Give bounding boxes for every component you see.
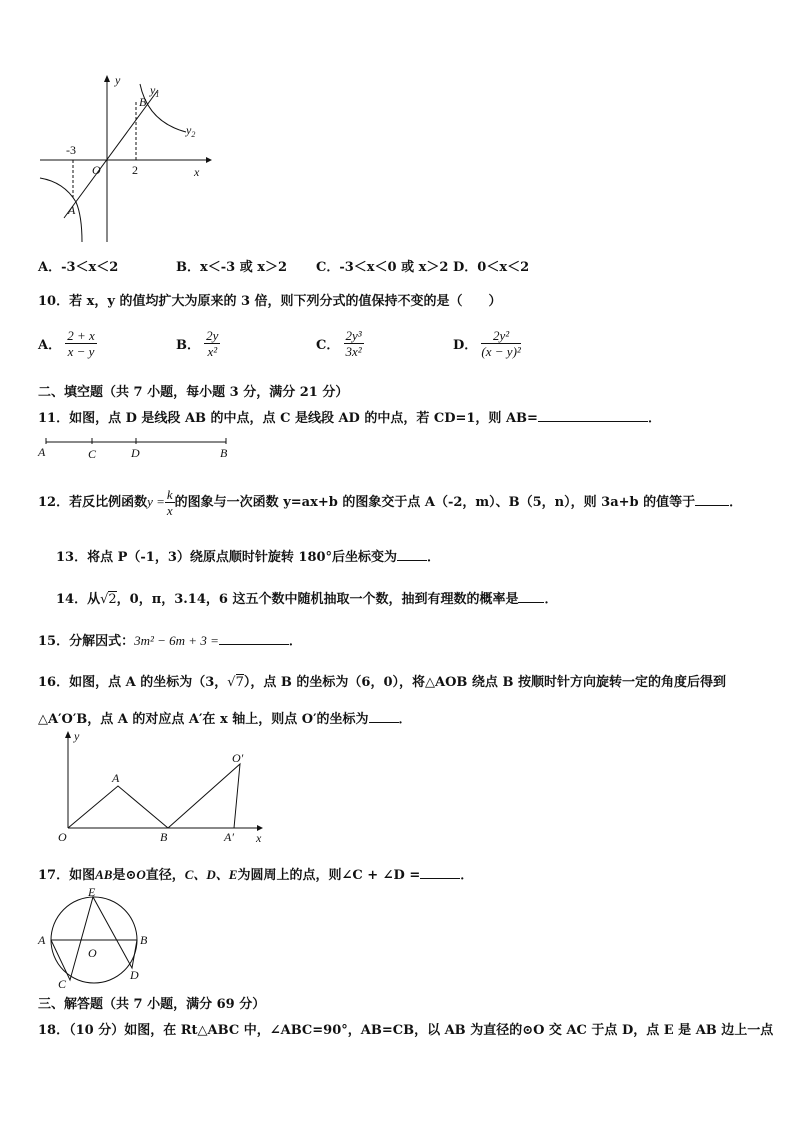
- q13-text: [56, 546, 440, 565]
- q9-option-b-text: x＜-3 或 x＞2: [200, 260, 288, 275]
- q9-label-two: 2: [132, 163, 138, 177]
- q12-den: x: [166, 503, 173, 518]
- q15-expr: 3m² − 6m + 3 =: [134, 633, 219, 648]
- q11-label-a: A: [38, 445, 46, 459]
- q10-option-c-letter: C．: [316, 338, 340, 353]
- q9-graph: [36, 70, 216, 245]
- q17-post: 为圆周上的点，则∠C + ∠D =: [237, 868, 421, 883]
- q14-end: ．: [544, 592, 558, 607]
- q12-blank[interactable]: [695, 505, 729, 506]
- q9-option-d[interactable]: [453, 256, 529, 275]
- q17-end: ．: [460, 868, 474, 883]
- q10-option-d-num: 2y²: [481, 328, 520, 344]
- q16-line2-text: △A′O′B，点 A 的对应点 A′在 x 轴上，则点 O′的坐标为: [38, 712, 369, 727]
- q9-label-a: A: [68, 203, 76, 217]
- q10-option-b-num: 2y: [206, 328, 219, 343]
- q9-label-y1: $y_1$: [150, 83, 160, 99]
- q16-triangle-aob: [68, 786, 168, 828]
- q11-blank[interactable]: [538, 421, 648, 422]
- q9-option-c-text: -3＜x＜0 或 x＞2: [339, 260, 449, 275]
- q16-label-o2: O′: [232, 751, 244, 765]
- q13-blank[interactable]: [397, 560, 427, 561]
- q10-option-b-den: x²: [207, 344, 218, 359]
- q10-option-b[interactable]: [176, 328, 220, 359]
- q13-stem: 13．将点 P（-1，3）绕原点顺时针旋转 180°后坐标变为: [56, 550, 398, 565]
- q9-option-c-letter: C．: [316, 260, 340, 275]
- q9-option-d-text: 0＜x＜2: [477, 260, 530, 275]
- q17-mid: 是⊙: [112, 868, 137, 883]
- q16-line2: [38, 708, 412, 727]
- q16-line1-post: ），点 B 的坐标为（6，0），将△AOB 绕点 B 按顺时针方向旋转一定的角度后得到: [243, 675, 726, 690]
- q12-pre: 12．若反比例函数: [38, 495, 148, 510]
- q12-end: ．: [729, 495, 743, 510]
- q9-option-a-text: -3＜x＜2: [61, 260, 119, 275]
- q17-cde: C、D、E: [184, 867, 238, 882]
- q14-sqrt: [100, 591, 117, 607]
- q15-text: [38, 630, 302, 649]
- q16-label-x: x: [256, 831, 262, 845]
- q9-line-y1: [64, 90, 158, 218]
- q9-hyperbola-upper: [140, 84, 186, 132]
- q12-y: y =: [147, 494, 165, 509]
- section-3-heading: 三、解答题（共 7 小题，满分 69 分）: [38, 997, 266, 1012]
- q16-label-y: y: [74, 729, 80, 743]
- q9-x-arrow-icon: [206, 157, 212, 163]
- q9-label-o: O: [92, 163, 101, 177]
- q14-text: [56, 588, 557, 607]
- q16-line1-pre: 16．如图，点 A 的坐标为（3，: [38, 675, 228, 690]
- q17-blank[interactable]: [420, 878, 460, 879]
- q10-option-c-den: 3x²: [345, 344, 362, 359]
- q17-text: [38, 864, 473, 883]
- q9-label-neg3: -3: [66, 143, 76, 157]
- q12-post: 的图象与一次函数 y=ax+b 的图象交于点 A（-2，m）、B（5，n），则 3a+b 的值等于: [174, 495, 696, 510]
- section-2-heading: 二、填空题（共 7 小题，每小题 3 分，满分 21 分）: [38, 385, 349, 400]
- q9-option-d-letter: D．: [453, 260, 478, 275]
- q17-circle-figure: [36, 884, 156, 992]
- q12-fraction: [165, 487, 175, 518]
- q17-label-b: B: [140, 933, 148, 947]
- q16-triangle-a2o2b: [168, 764, 240, 828]
- q16-y-arrow-icon: [65, 731, 71, 738]
- q16-label-a: A: [112, 771, 120, 785]
- q10-option-a-letter: A．: [38, 338, 62, 353]
- q17-ab: AB: [95, 867, 113, 882]
- q10-option-a-num: 2 + x: [67, 328, 95, 343]
- q10-option-b-letter: B．: [176, 338, 200, 353]
- q9-option-c[interactable]: [316, 256, 448, 275]
- q10-option-d-fraction: [481, 328, 520, 359]
- q9-hyperbola-lower: [40, 178, 82, 242]
- q16-end: ．: [398, 712, 412, 727]
- q11-text: [38, 407, 661, 426]
- q17-o: O: [136, 867, 146, 882]
- q9-label-b: B: [139, 95, 147, 109]
- q11-label-d: D: [131, 446, 140, 460]
- q10-option-c[interactable]: [316, 328, 364, 359]
- q13-end: ．: [427, 550, 441, 565]
- q14-pre: 14．从: [56, 592, 101, 607]
- q16-label-b: B: [160, 830, 168, 844]
- q15-blank[interactable]: [219, 644, 289, 645]
- q10-option-c-num: 2y³: [345, 328, 362, 343]
- sqrt-icon: √: [100, 592, 109, 607]
- q11-stem: 11．如图，点 D 是线段 AB 的中点，点 C 是线段 AD 的中点，若 CD=1，则 AB=: [38, 411, 538, 426]
- q10-option-d-letter: D．: [453, 338, 478, 353]
- q16-root: 7: [235, 675, 244, 690]
- q10-option-a-den: x − y: [67, 344, 95, 359]
- q17-label-c: C: [58, 977, 67, 991]
- q10-stem: 10．若 x，y 的值均扩大为原来的 3 倍，则下列分式的值保持不变的是（ ）: [38, 294, 502, 309]
- q11-label-b: B: [220, 446, 228, 460]
- q9-label-y: y: [115, 73, 121, 87]
- q17-label-e: E: [88, 885, 96, 899]
- q17-label-a: A: [38, 933, 46, 947]
- q14-post: ，0，π，3.14，6 这五个数中随机抽取一个数，抽到有理数的概率是: [116, 592, 519, 607]
- q9-option-b-letter: B．: [176, 260, 200, 275]
- q9-y-arrow-icon: [104, 75, 110, 82]
- sqrt-icon: √: [227, 675, 236, 690]
- q15-pre: 15．分解因式：: [38, 634, 135, 649]
- q12-text: [38, 484, 742, 521]
- q17-pre: 17．如图: [38, 868, 96, 883]
- q11-label-c: C: [88, 447, 97, 461]
- q10-option-b-fraction: [204, 328, 220, 359]
- q9-label-y2: $y_2$: [186, 123, 196, 139]
- q17-label-d: D: [130, 968, 139, 982]
- q9-option-b[interactable]: [176, 256, 287, 275]
- q9-label-x: x: [194, 165, 200, 179]
- q16-label-o: O: [58, 830, 67, 844]
- q10-option-c-fraction: [344, 328, 364, 359]
- q10-option-d-den: (x − y)²: [481, 344, 521, 359]
- q17-mid2: 直径，: [145, 868, 185, 883]
- q15-end: ．: [288, 634, 302, 649]
- q16-blank[interactable]: [369, 722, 399, 723]
- q11-end: ．: [647, 411, 661, 426]
- q11-segment-figure: [36, 434, 236, 464]
- q10-option-d[interactable]: [453, 328, 521, 359]
- q16-label-a2: A′: [224, 830, 234, 844]
- q16-graph: [52, 728, 272, 850]
- q10-option-a[interactable]: [38, 328, 97, 359]
- q18-text: 18．（10 分）如图，在 Rt△ABC 中，∠ABC=90°，AB=CB，以 AB 为直径的⊙O 交 AC 于点 D，点 E 是 AB 边上一点: [38, 1023, 774, 1038]
- q9-option-a-letter: A．: [38, 260, 62, 275]
- q10-option-a-fraction: [65, 328, 97, 359]
- q14-root: 2: [108, 592, 117, 607]
- q16-sqrt: [227, 674, 244, 690]
- q16-line1: [38, 671, 726, 690]
- q17-label-o: O: [88, 946, 97, 960]
- q9-option-a[interactable]: [38, 256, 118, 275]
- q14-blank[interactable]: [518, 602, 544, 603]
- q12-num: k: [166, 487, 173, 502]
